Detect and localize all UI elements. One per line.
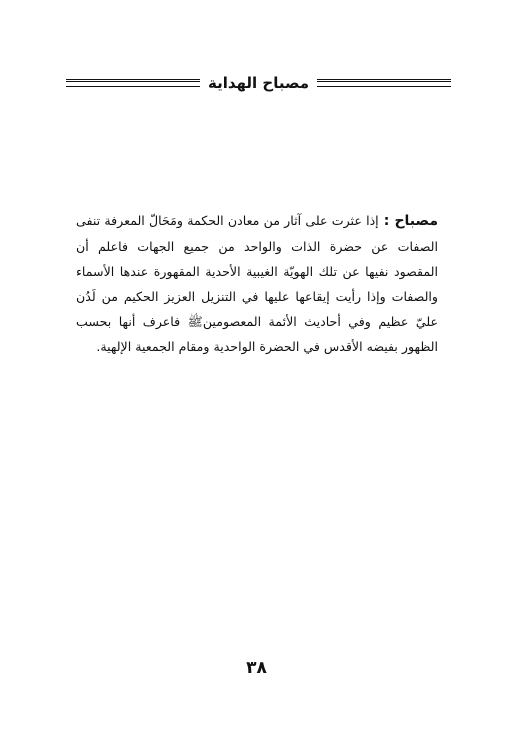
running-header <box>66 71 451 95</box>
header-rule-right <box>317 79 451 87</box>
header-rule-left <box>66 79 200 87</box>
body-paragraph <box>76 208 438 359</box>
paragraph-lead: مصباح : <box>378 213 438 229</box>
paragraph-text: إذا عثرت على آثار من معادن الحكمة ومَحَالّ المعرفة تنفى الصفات عن حضرة الذات والواحد من جميع الجهات فاعلم أن المقصود نفيها عن تلك الهويّة الغيبية الأحدية المقهورة عندها الأسماء والصفات وإذا رأيت إيقاعها عليها في التنزيل العزيز الحكيم من لَدُن عليّ عظيم وفي أحاديث الأئمة المعصومينﷺ فاعرف أنها بحسب الظهور بفيضه الأقدس في الحضرة الواحدية ومقام الجمعية الإلهية. <box>76 213 438 354</box>
header-title: مصباح الهداية <box>207 74 310 92</box>
page-number: ٣٨ <box>246 658 267 678</box>
